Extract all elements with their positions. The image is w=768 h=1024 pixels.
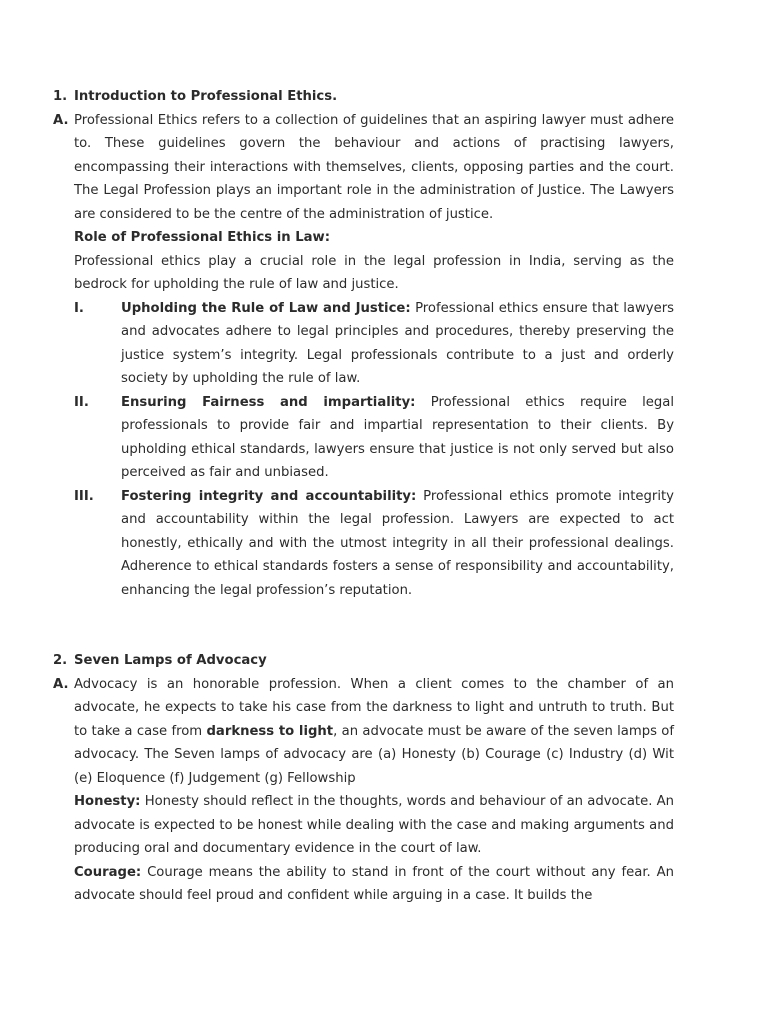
- section-1-heading: Introduction to Professional Ethics.: [74, 89, 338, 104]
- lamp-courage-body: Courage means the ability to stand in front of the court without any fear. An advocate should feel proud and confident while arguing in a case. It builds the: [74, 864, 674, 903]
- lamp-honesty: [74, 790, 674, 861]
- section-1-subheading-paragraph: Professional ethics play a crucial role in the legal profession in India, serving as the bedrock for upholding the rule of law and justice.: [74, 253, 674, 292]
- section-2-answer-part-1: Advocacy is an honorable profession. When a client comes to the chamber of an advocate, he expects to take his case from the darkness to light and untruth to truth. But to take a case from: [74, 676, 674, 739]
- section-1-subheading: Role of Professional Ethics in Law:: [74, 230, 330, 245]
- document-body: [53, 85, 674, 908]
- point-body-iii: Professional ethics promote integrity and accountability within the legal profession. Lawyers are expected to act honestly, ethically and with the utmost integrity in all their professional dealings. Adherence to ethical standards fosters a sense of responsibility and accountability, enhancing the legal profession’s reputation.: [121, 488, 674, 598]
- lamp-courage: [74, 861, 674, 908]
- section-2-heading-row: [53, 649, 674, 673]
- section-2-heading: Seven Lamps of Advocacy: [74, 653, 267, 668]
- point-marker-iii: III.: [74, 488, 94, 504]
- section-1-points-list: [74, 297, 674, 603]
- section-2-answer-paragraph: [74, 673, 674, 791]
- point-item-iii: [74, 485, 674, 603]
- point-title-ii: Ensuring Fairness and impartiality:: [121, 394, 416, 410]
- section-1-answer-paragraph: Professional Ethics refers to a collection of guidelines that an aspiring lawyer must adhere to. These guidelines govern the behaviour and actions of practising lawyers, encompassing their interactions with themselves, clients, opposing parties and the court. The Legal Profession plays an important role in the administration of Justice. The Lawyers are considered to be the centre of the administration of justice.: [74, 112, 674, 222]
- section-1-answer-row: [53, 109, 674, 227]
- section-2-answer-emphasis: darkness to light: [206, 723, 334, 739]
- section-2-answer-marker: A.: [53, 676, 69, 692]
- lamp-honesty-body: Honesty should reflect in the thoughts, words and behaviour of an advocate. An advocate is expected to be honest while dealing with the case and making arguments and producing oral and documentary evidence in the court of law.: [74, 794, 674, 856]
- lamp-courage-title: Courage:: [74, 864, 142, 880]
- section-2-answer-part-2: , an advocate must be aware of the seven lamps of advocacy. The Seven lamps of advocacy are (a) Honesty (b) Courage (c) Industry (d) Wit (e) Eloquence (f) Judgement (g) Fellowship: [74, 723, 674, 786]
- point-title-iii: Fostering integrity and accountability:: [121, 488, 417, 504]
- point-text-i: [121, 297, 674, 391]
- section-2-number: 2.: [53, 653, 68, 668]
- point-item-i: [74, 297, 674, 391]
- point-text-ii: [121, 391, 674, 485]
- point-text-iii: [121, 485, 674, 603]
- point-body-ii: Professional ethics require legal professionals to provide fair and impartial representation to their clients. By upholding ethical standards, lawyers ensure that justice is not only served but also perceived as fair and unbiased.: [121, 394, 674, 480]
- point-body-i: Professional ethics ensure that lawyers and advocates adhere to legal principles and procedures, thereby preserving the justice system’s integrity. Legal professionals contribute to a just and orderly society by upholding the rule of law.: [121, 300, 674, 386]
- lamp-honesty-title: Honesty:: [74, 794, 141, 809]
- section-1-number: 1.: [53, 89, 68, 104]
- point-title-i: Upholding the Rule of Law and Justice:: [121, 300, 411, 316]
- point-marker-ii: II.: [74, 394, 89, 410]
- point-item-ii: [74, 391, 674, 485]
- section-gap: [53, 602, 674, 649]
- section-2-answer-row: [53, 673, 674, 791]
- section-1-heading-row: [53, 85, 674, 109]
- section-1-answer-marker: A.: [53, 112, 69, 128]
- point-marker-i: I.: [74, 300, 84, 316]
